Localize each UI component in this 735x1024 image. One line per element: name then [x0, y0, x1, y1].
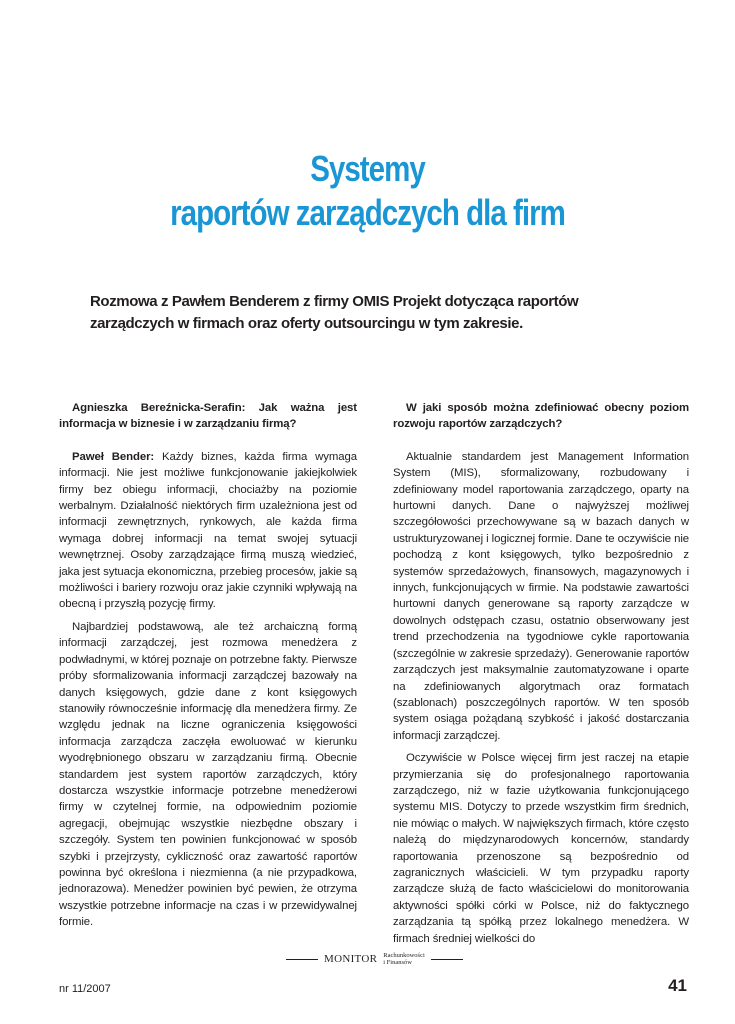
- divider: [286, 959, 318, 960]
- article-title: [66, 147, 669, 235]
- speaker-name: Paweł Bender:: [72, 450, 155, 463]
- monitor-masthead: [286, 948, 463, 970]
- title-line-1: Systemy: [310, 148, 425, 189]
- right-column: [393, 400, 689, 947]
- issue-number: nr 11/2007: [59, 983, 111, 995]
- article-lead: Rozmowa z Pawłem Benderem z firmy OMIS Projekt dotycząca raportów zarządczych w firmach oraz oferty outsourcingu w tym zakresie.: [90, 293, 579, 332]
- answer-paragraph: Oczywiście w Polsce więcej firm jest raczej na etapie przymierzania się do profesjonalnego raportowania zarządczego, niż w fazie użytkowania funkcjonującego systemu MIS. Dotyczy to przede wszystkim firm średnich, nie mówiąc o małych. W największych firmach, które często należą do międzynarodowych koncernów, standardy raportowania przenoszone są bezpośrednio od zagranicznych właścicieli. W tym przypadku raporty zarządcze służą de facto właścicielowi do monitorowania aktywności spółki córki w Polsce, niż do faktycznego zarządzania tą spółką przez lokalnego menedżera. W firmach średniej wielkości do: [393, 752, 689, 945]
- interview-question: W jaki sposób można zdefiniować obecny poziom rozwoju raportów zarządczych?: [393, 402, 689, 431]
- answer-text: Każdy biznes, każda firma wymaga informacji. Nie jest możliwe funkcjonowanie jakiejkolwiek firmy bez obiegu informacji, chociażby na poziomie werbalnym. Działalność niektórych firm uzależniona jest od informacji zewnętrznych, rynkowych, ale każda firma wymaga dobrej informacji na temat swojej sytuacji wewnętrznej. Osoby zarządzające firmą muszą wiedzieć, jaka jest sytuacja ekonomiczna, przebieg procesów, jakie są możliwości i bariery rozwoju oraz jakie czynniki wpływają na obecną i przyszłą pozycję firmy.: [59, 450, 357, 611]
- answer-paragraph: Najbardziej podstawową, ale też archaiczną formą informacji zarządczej, jest rozmowa menedżera z podwładnymi, w której poznaje on potrzebne fakty. Pierwsze próby sformalizowania informacji zarządczej bazowały na danych księgowych, gdzie dane z kont księgowych stanowiły równocześnie informację dla menedżera firmy. Ze względu jednak na liczne ograniczenia księgowości informacja zarządcza zaczęła ewoluować w kierunku wyodrębnionego obszaru w zarządzaniu firmą. Obecnie standardem jest system raportów zarządczych, który dostarcza wszystkie informacje potrzebne menedżerowi firmy w czytelnej formie, na odpowiednim poziomie agregacji, obejmując wszystkie niezbędne obszary i szczegóły. System ten powinien funkcjonować w sposób szybki i przejrzysty, cykliczność oraz zawartość raportów powinna być określona i niezmienna (a nie przypadkowa, jednorazowa). Menedżer powinien być pewien, że otrzyma wszystkie potrzebne informacje na czas i w przewidywalnej formie.: [59, 620, 357, 929]
- monitor-logo-subtitle: [383, 952, 425, 966]
- answer-paragraph: Aktualnie standardem jest Management Information System (MIS), sformalizowany, rozbudowany i zdefiniowany model raportowania zarządczego, oparty na hurtowni danych. Dane o najwyższej możliwej szczegółowości przechowywane są w bazach danych w ustrukturyzowanej i logicznej formie. Dane te oczywiście nie pochodzą z kont księgowych, tylko bezpośrednio z systemów sprzedażowych, finansowych, magazynowych i innych, funkcjonujących w firmie. Na podstawie zawartości hurtowni danych generowane są raporty zarządcze w dowolnych odstępach czasu, ostatnio obserwowany jest trend przechodzenia na tygodniowe cykle raportowania (szczególnie w zakresie sprzedaży). Generowanie raportów zarządczych jest maksymalnie zautomatyzowane i oparte na zdefiniowanych algorytmach oraz formatach (szablonach) poszczególnych raportów. W ten sposób system osiąga pożądaną szybkość i jakość dostarczania informacji zarządczej.: [393, 450, 689, 742]
- monitor-subtitle-line-1: Rachunkowości: [383, 952, 425, 959]
- monitor-logo-word: MONITOR: [324, 953, 378, 965]
- monitor-subtitle-line-2: i Finansów: [383, 959, 412, 966]
- title-line-2: raportów zarządczych dla firm: [170, 192, 565, 233]
- left-column: [59, 400, 357, 931]
- interview-question: Agnieszka Bereźnicka-Serafin: Jak ważna jest informacja w biznesie i w zarządzaniu firmą?: [59, 402, 357, 431]
- divider: [431, 959, 463, 960]
- answer-paragraph: [59, 449, 357, 613]
- page-number: 41: [668, 976, 687, 995]
